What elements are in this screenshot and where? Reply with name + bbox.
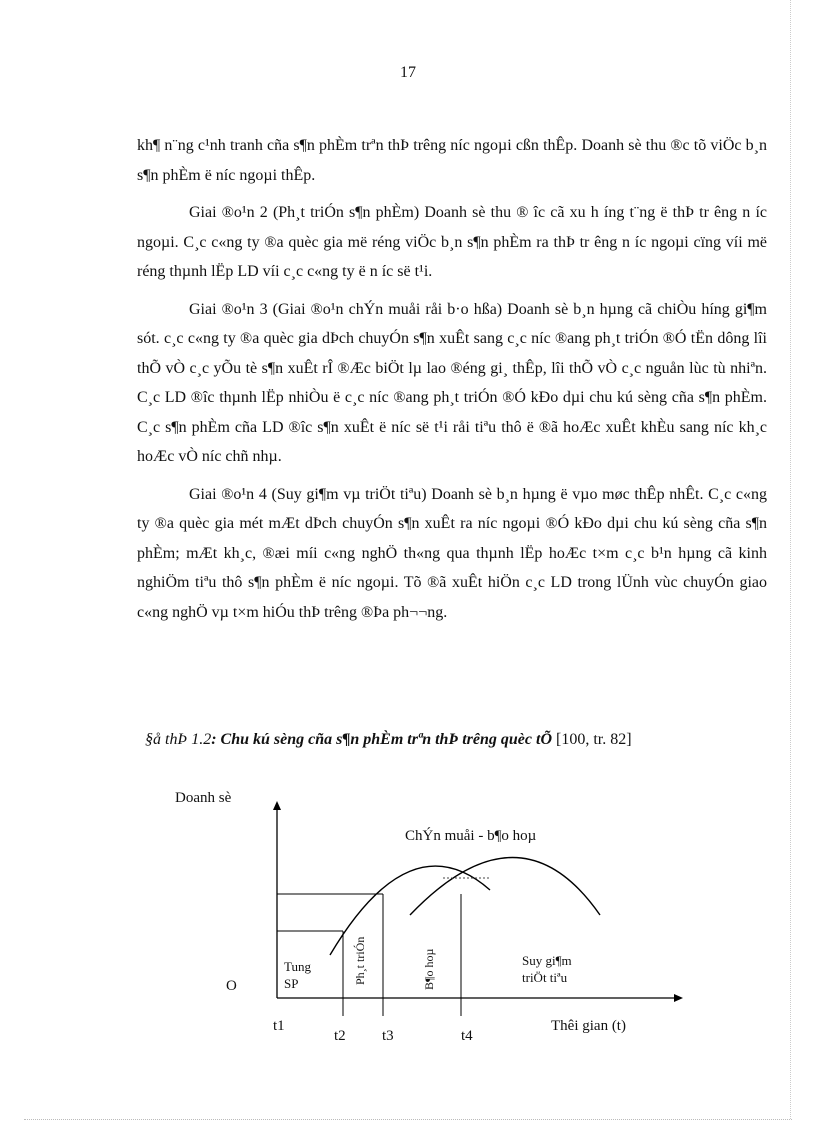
page-number: 17 [400, 64, 416, 81]
time-mark-t3: t3 [382, 1028, 394, 1044]
caption-label: §å thÞ 1.2 [145, 731, 212, 748]
body-text [137, 131, 767, 635]
page-edge-bottom [24, 1119, 792, 1120]
stage-4-line-1: Suy gi¶m [522, 953, 572, 968]
stage-1-line-2: SP [284, 976, 299, 991]
stage-2-label: Ph¸t triÓn [353, 936, 367, 985]
figure-caption [145, 731, 775, 749]
paragraph-3: Giai ®o¹n 3 (Giai ®o¹n chÝn muåi råi b·o hßa) Doanh sè b¸n hµng cã chiÒu híng gi¶m sót. c¸c c«ng ty ®a quèc gia dÞch chuyÓn s¶n xuÊt sang c¸c níc ®ang ph¸t triÓn ®Ó tËn dông lîi thÕ vÒ c¸c yÕu tè s¶n xuÊt rÎ ®Æc biÖt lµ lao ®éng gi¸ thÊp, lîi thÕ vÒ c¸c nguån lùc tù nhiªn. C¸c LD ®îc thµnh lËp nhiÒu ë c¸c níc ®ang ph¸t triÓn ®Ó kÐo dµi chu kú sèng cña s¶n phÈm. C¸c s¶n phÈm cña LD ®îc s¶n xuÊt ë níc së t¹i råi tiªu thô ë ®ã hoÆc xuÊt khÈu sang níc kh¸c hoÆc vÒ níc chñ nhµ. [137, 300, 767, 465]
time-mark-t1: t1 [273, 1018, 285, 1034]
caption-colon: : [211, 731, 221, 748]
product-life-cycle-diagram [0, 780, 816, 1080]
origin-label: O [226, 978, 237, 994]
page-edge-right [790, 0, 791, 1119]
caption-title: Chu kú sèng cña s¶n phÈm trªn thÞ trêng quèc tÕ [220, 731, 552, 748]
time-mark-t2: t2 [334, 1028, 346, 1044]
paragraph-2: Giai ®o¹n 2 (Ph¸t triÓn s¶n phÈm) Doanh sè thu ® îc cã xu h íng t¨ng ë thÞ tr êng n íc ngoµi. C¸c c«ng ty ®a quèc gia më réng viÖc b¸n s¶n phÈm ra thÞ tr êng n íc ngoµi cïng víi më réng thµnh lËp LD víi c¸c c«ng ty ë n íc së t¹i. [137, 204, 767, 280]
stage-3-label: B¶o hoµ [422, 948, 436, 990]
x-axis-arrow [674, 994, 683, 1002]
paragraph-1: kh¶ n¨ng c¹nh tranh cña s¶n phÈm trªn thÞ trêng níc ngoµi cßn thÊp. Doanh sè thu ®c tõ viÖc b¸n s¶n phÈm ë níc ngoµi thÊp. [137, 137, 767, 184]
stage-4-line-2: triÖt tiªu [522, 970, 568, 985]
stage-1-label [284, 958, 311, 992]
paragraph-4: Giai ®o¹n 4 (Suy gi¶m vµ triÖt tiªu) Doanh sè b¸n hµng ë vµo møc thÊp nhÊt. C¸c c«ng ty ®a quèc gia mét mÆt dÞch chuyÓn s¶n xuÊt ra níc ngoµi ®Ó kÐo dµi chu kú sèng cña s¶n phÈm; mÆt kh¸c, ®æi míi c«ng nghÖ th«ng qua thµnh lËp hoÆc t×m c¸c b¹n hµng cã kinh nghiÖm tiªu thô s¶n phÈm ë níc ngoµi. Tõ ®ã xuÊt hiÖn c¸c LD trong lÜnh vùc chuyÓn giao c«ng nghÖ vµ t×m hiÓu thÞ trêng ®Þa ph¬¬ng. [137, 485, 767, 621]
curve-annotation: ChÝn muåi - b¶o hoµ [405, 828, 537, 844]
y-axis-arrow [273, 801, 281, 810]
stage-1-line-1: Tung [284, 959, 311, 974]
diagram-canvas [0, 780, 816, 1080]
x-axis-label: Thêi gian (t) [551, 1018, 626, 1034]
time-mark-t4: t4 [461, 1028, 473, 1044]
caption-reference: [100, tr. 82] [552, 731, 632, 748]
stage-4-label [522, 952, 572, 986]
y-axis-label: Doanh sè [175, 790, 232, 806]
